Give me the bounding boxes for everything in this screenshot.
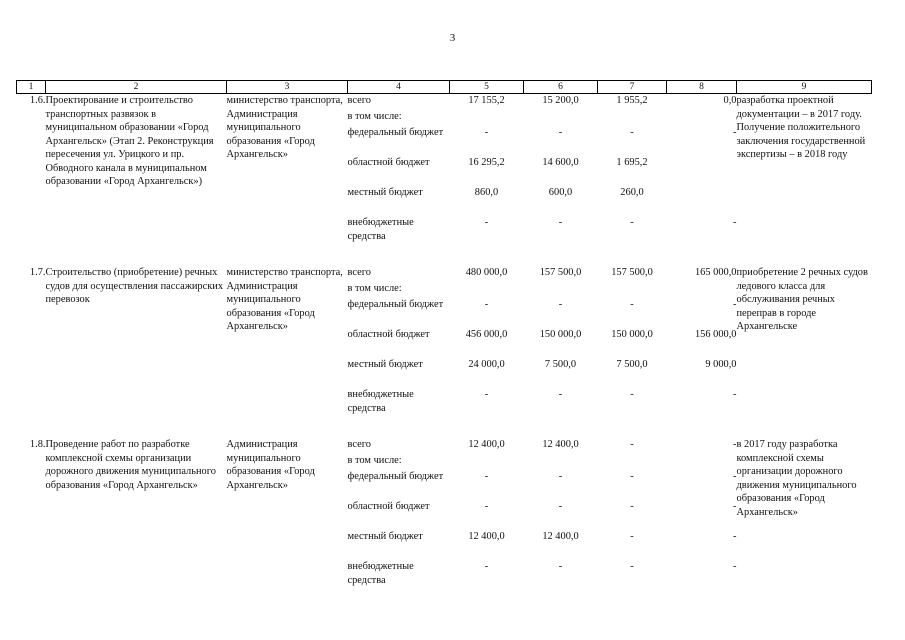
funding-source-label: всего xyxy=(347,267,371,278)
row-spacer xyxy=(17,418,872,438)
amount-value: - xyxy=(484,127,489,138)
funding-source-label: всего xyxy=(347,95,371,106)
funding-source-label: внебюджетные средства xyxy=(347,217,414,242)
amount-value xyxy=(450,110,524,126)
amount-value: - xyxy=(484,501,489,512)
executor: министерство транспорта, Администрация муниципального образования «Город Архангельск» xyxy=(226,95,343,161)
column-header: 5 xyxy=(450,81,524,94)
measure-name: Проектирование и строительство транспортных развязок в муниципальном образовании «Город Архангельск» (Этап 2. Реконструкция пересечения ул. Урицкого и пр. Обводного канала в муниципальном образовании «Город Архангельск») xyxy=(45,95,214,188)
amount-value: 157 500,0 xyxy=(611,267,653,278)
funding-source-label: внебюджетные средства xyxy=(347,561,414,586)
amount-value: - xyxy=(733,501,737,512)
amount-value: - xyxy=(558,127,563,138)
table-row xyxy=(17,94,872,247)
amount-value: 14 600,0 xyxy=(542,157,579,168)
amount-value: 1 695,2 xyxy=(616,157,648,168)
amount-value: 9 000,0 xyxy=(705,359,737,370)
amount-value: - xyxy=(484,299,489,310)
column-header: 6 xyxy=(524,81,598,94)
amount-value: - xyxy=(630,501,634,512)
value-column-5 xyxy=(450,94,524,247)
column-header: 7 xyxy=(598,81,667,94)
amount-value: 12 400,0 xyxy=(468,531,505,542)
funding-source-label: местный бюджет xyxy=(347,531,423,542)
page-number: 3 xyxy=(449,32,456,44)
amount-value: - xyxy=(558,501,563,512)
amount-value: 7 500,0 xyxy=(544,359,577,370)
measure-name: Проведение работ по разработке комплексной схемы организации дорожного движения муниципального образования «Город Архангельск» xyxy=(45,439,216,491)
amount-value: 600,0 xyxy=(548,187,573,198)
amount-value xyxy=(598,110,667,126)
amount-value: 260,0 xyxy=(620,187,644,198)
amount-value: - xyxy=(733,561,737,572)
row-number: 1.8. xyxy=(29,439,46,450)
amount-value: 12 400,0 xyxy=(542,531,579,542)
amount-value: - xyxy=(733,217,737,228)
amount-value xyxy=(667,110,737,126)
amount-value: 16 295,2 xyxy=(468,157,505,168)
amount-value: - xyxy=(630,439,634,450)
value-column-5 xyxy=(450,438,524,590)
row-spacer xyxy=(17,246,872,266)
expected-result: в 2017 году разработка комплексной схемы организации дорожного движения муниципального образования «Город Архангельск» xyxy=(736,439,857,518)
measure-name: Строительство (приобретение) речных судов для осуществления пассажирских перевозок xyxy=(45,267,224,306)
funding-source-label: областной бюджет xyxy=(347,501,430,512)
amount-value: 456 000,0 xyxy=(465,329,508,340)
amount-value: 7 500,0 xyxy=(616,359,648,370)
value-column-8 xyxy=(667,94,737,247)
amount-value: 12 400,0 xyxy=(542,439,579,450)
funding-source-label: областной бюджет xyxy=(347,157,430,168)
value-column-7 xyxy=(598,266,667,418)
amount-value xyxy=(524,110,598,126)
column-header: 4 xyxy=(348,81,450,94)
amount-value: - xyxy=(484,561,489,572)
funding-source-label: в том числе: xyxy=(347,455,402,466)
funding-sources xyxy=(348,94,450,247)
value-column-8 xyxy=(667,438,737,590)
amount-value xyxy=(450,282,524,298)
funding-source-label: в том числе: xyxy=(347,283,402,294)
amount-value: - xyxy=(630,531,634,542)
amount-value: - xyxy=(484,389,489,400)
amount-value: - xyxy=(733,439,737,450)
table-row xyxy=(17,438,872,590)
amount-value: - xyxy=(733,299,737,310)
column-header: 9 xyxy=(737,81,872,94)
amount-value: - xyxy=(733,127,737,138)
amount-value: 157 500,0 xyxy=(539,267,582,278)
funding-source-label: федеральный бюджет xyxy=(347,299,444,310)
amount-value: 15 200,0 xyxy=(542,95,579,106)
funding-sources xyxy=(348,438,450,590)
amount-value: - xyxy=(558,471,563,482)
value-column-7 xyxy=(598,438,667,590)
amount-value: 150 000,0 xyxy=(539,329,582,340)
amount-value: - xyxy=(630,471,634,482)
value-column-8 xyxy=(667,266,737,418)
amount-value: - xyxy=(558,299,563,310)
amount-value xyxy=(667,454,737,470)
amount-value: 0,0 xyxy=(723,95,737,106)
column-header: 1 xyxy=(17,81,46,94)
amount-value: - xyxy=(733,531,737,542)
funding-source-label: местный бюджет xyxy=(347,359,423,370)
amount-value: - xyxy=(630,299,634,310)
funding-source-label: федеральный бюджет xyxy=(347,127,444,138)
expected-result: приобретение 2 речных судов ледового класса для обслуживания речных переправ в городе Архангельске xyxy=(736,267,868,333)
amount-value xyxy=(667,156,737,186)
amount-value: - xyxy=(733,471,737,482)
amount-value: 1 955,2 xyxy=(616,95,648,106)
executor: министерство транспорта, Администрация муниципального образования «Город Архангельск» xyxy=(226,267,343,333)
amount-value: - xyxy=(630,561,634,572)
column-header: 8 xyxy=(667,81,737,94)
amount-value: 860,0 xyxy=(474,187,499,198)
column-header: 3 xyxy=(227,81,348,94)
amount-value: - xyxy=(630,217,634,228)
executor: Администрация муниципального образования «Город Архангельск» xyxy=(226,439,315,491)
expected-result: разработка проектной документации – в 2017 году. Получение положительного заключения государственной экспертизы – в 2018 году xyxy=(736,95,866,161)
amount-value: 12 400,0 xyxy=(468,439,505,450)
funding-sources xyxy=(348,266,450,418)
amount-value: - xyxy=(733,389,737,400)
amount-value: - xyxy=(558,561,563,572)
funding-source-label: местный бюджет xyxy=(347,187,423,198)
amount-value xyxy=(667,282,737,298)
funding-source-label: федеральный бюджет xyxy=(347,471,444,482)
amount-value xyxy=(598,282,667,298)
funding-source-label: областной бюджет xyxy=(347,329,430,340)
amount-value xyxy=(667,186,737,216)
value-column-6 xyxy=(524,266,598,418)
value-column-7 xyxy=(598,94,667,247)
header-row xyxy=(17,81,872,94)
amount-value: 150 000,0 xyxy=(611,329,653,340)
row-number: 1.7. xyxy=(29,267,46,278)
spacer-cell xyxy=(17,246,872,266)
funding-source-label: всего xyxy=(347,439,371,450)
amount-value: 480 000,0 xyxy=(465,267,508,278)
funding-source-label: внебюджетные средства xyxy=(347,389,414,414)
funding-source-label: в том числе: xyxy=(347,111,402,122)
value-column-6 xyxy=(524,94,598,247)
amount-value: 156 000,0 xyxy=(694,329,737,340)
amount-value: - xyxy=(558,389,563,400)
amount-value: - xyxy=(484,217,489,228)
amount-value xyxy=(524,282,598,298)
amount-value xyxy=(598,454,667,470)
amount-value: 17 155,2 xyxy=(468,95,505,106)
amount-value: - xyxy=(484,471,489,482)
column-header: 2 xyxy=(46,81,227,94)
program-table xyxy=(16,80,872,590)
amount-value: 24 000,0 xyxy=(468,359,505,370)
amount-value xyxy=(524,454,598,470)
value-column-5 xyxy=(450,266,524,418)
amount-value: 165 000,0 xyxy=(694,267,737,278)
spacer-cell xyxy=(17,418,872,438)
table-row xyxy=(17,266,872,418)
amount-value xyxy=(450,454,524,470)
amount-value: - xyxy=(630,127,634,138)
amount-value: - xyxy=(630,389,634,400)
amount-value: - xyxy=(558,217,563,228)
value-column-6 xyxy=(524,438,598,590)
row-number: 1.6. xyxy=(29,95,46,106)
